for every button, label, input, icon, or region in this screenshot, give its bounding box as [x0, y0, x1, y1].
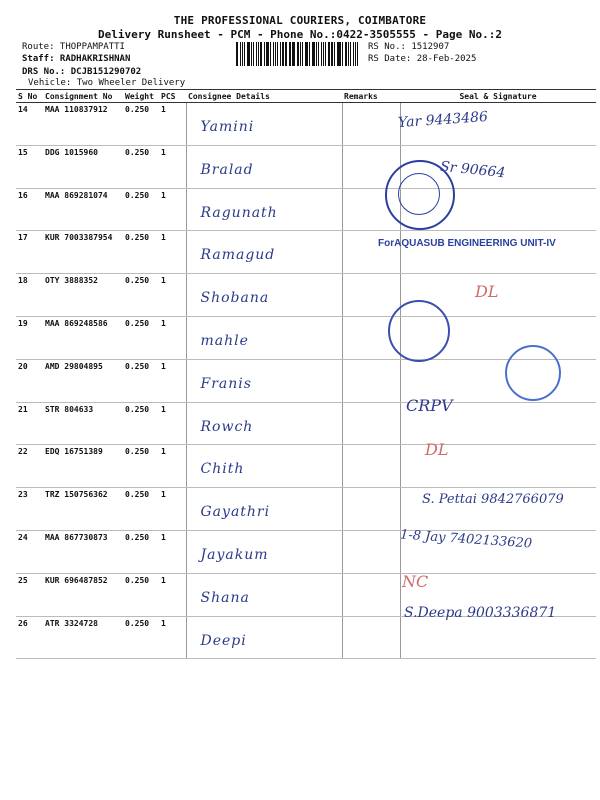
barcode-bar	[357, 42, 358, 66]
cell-consignee	[186, 145, 342, 188]
cell-consignment-no: EDQ 16751389	[43, 445, 123, 488]
cell-sno: 15	[16, 145, 43, 188]
cell-sno: 23	[16, 488, 43, 531]
consignee-handwritten-name: Chith	[200, 461, 245, 478]
barcode-bar	[242, 42, 243, 66]
barcode-bar	[345, 42, 347, 66]
cell-consignee	[186, 274, 342, 317]
consignee-handwritten-name: Shobana	[200, 290, 270, 307]
barcode-bar	[280, 42, 281, 66]
cell-pcs: 1	[159, 402, 186, 445]
cell-seal-signature	[400, 616, 596, 659]
col-header-remarks: Remarks	[342, 90, 400, 103]
cell-consignment-no: ATR 3324728	[43, 616, 123, 659]
barcode-bar	[337, 42, 338, 66]
cell-weight: 0.250	[123, 616, 159, 659]
barcode-bar	[300, 42, 301, 66]
barcode-bar	[270, 42, 271, 66]
cell-sno: 19	[16, 316, 43, 359]
cell-sno: 24	[16, 530, 43, 573]
barcode-bar	[353, 42, 355, 66]
barcode-bar	[290, 42, 291, 66]
cell-pcs: 1	[159, 359, 186, 402]
signature-14: Yar 9443486	[397, 108, 489, 132]
barcode-bar	[297, 42, 299, 66]
consignee-handwritten-name: Gayathri	[200, 504, 271, 521]
signature-17-stamp: ForAQUASUB ENGINEERING UNIT-IV	[378, 238, 556, 249]
round-seal-19	[388, 300, 450, 362]
cell-weight: 0.250	[123, 445, 159, 488]
cell-consignee	[186, 188, 342, 231]
cell-consignee	[186, 402, 342, 445]
cell-sno: 22	[16, 445, 43, 488]
cell-consignee	[186, 573, 342, 616]
cell-consignment-no: KUR 7003387954	[43, 231, 123, 274]
cell-consignment-no: MAA 867730873	[43, 530, 123, 573]
cell-weight: 0.250	[123, 402, 159, 445]
cell-consignment-no: STR 804633	[43, 402, 123, 445]
cell-weight: 0.250	[123, 530, 159, 573]
cell-remarks	[342, 103, 400, 146]
consignee-handwritten-name: Rowch	[200, 418, 254, 435]
barcode-bar	[331, 42, 333, 66]
cell-pcs: 1	[159, 231, 186, 274]
barcode-bar	[292, 42, 295, 66]
barcode-bar	[355, 42, 356, 66]
barcode-bar	[244, 42, 246, 66]
cell-consignee	[186, 488, 342, 531]
col-header-sno: S No	[16, 90, 43, 103]
table-row	[16, 616, 596, 659]
table-row	[16, 316, 596, 359]
cell-consignee	[186, 616, 342, 659]
cell-remarks	[342, 616, 400, 659]
cell-pcs: 1	[159, 316, 186, 359]
cell-consignment-no: MAA 869281074	[43, 188, 123, 231]
route-label: Route: THOPPAMPATTI	[22, 42, 125, 52]
cell-pcs: 1	[159, 488, 186, 531]
barcode-bar	[275, 42, 277, 66]
cell-sno: 26	[16, 616, 43, 659]
cell-weight: 0.250	[123, 231, 159, 274]
cell-pcs: 1	[159, 103, 186, 146]
col-header-pcs: PCS	[159, 90, 186, 103]
remark-25-nc: NC	[402, 572, 429, 591]
drs-label: DRS No.: DCJB151290702	[22, 67, 142, 77]
col-header-consignee: Consignee Details	[186, 90, 342, 103]
cell-remarks	[342, 530, 400, 573]
cell-consignment-no: OTY 3888352	[43, 274, 123, 317]
cell-sno: 14	[16, 103, 43, 146]
barcode-bar	[285, 42, 287, 66]
cell-weight: 0.250	[123, 145, 159, 188]
barcode-bar	[253, 42, 254, 66]
consignee-handwritten-name: mahle	[200, 332, 249, 349]
barcode-bar	[256, 42, 257, 66]
cell-consignment-no: KUR 696487852	[43, 573, 123, 616]
barcode-bar	[338, 42, 341, 66]
barcode-bar	[350, 42, 351, 66]
signature-21: CRPV	[406, 396, 453, 415]
barcode-graphic	[236, 42, 360, 66]
cell-weight: 0.250	[123, 316, 159, 359]
barcode-bar	[312, 42, 315, 66]
table-row	[16, 103, 596, 146]
barcode-bar	[306, 42, 308, 66]
cell-consignee	[186, 530, 342, 573]
cell-remarks	[342, 488, 400, 531]
cell-consignee	[186, 231, 342, 274]
runsheet-subtitle: Delivery Runsheet - PCM - Phone No.:0422-3505555 - Page No.:2	[98, 28, 502, 41]
cell-weight: 0.250	[123, 573, 159, 616]
barcode-bar	[323, 42, 324, 66]
cell-consignment-no: TRZ 150756362	[43, 488, 123, 531]
cell-sno: 20	[16, 359, 43, 402]
cell-sno: 16	[16, 188, 43, 231]
rs-date: RS Date: 28-Feb-2025	[368, 54, 477, 64]
staff-label: Staff: RADHAKRISHNAN	[22, 54, 131, 64]
consignee-handwritten-name: Deepi	[200, 632, 247, 649]
cell-pcs: 1	[159, 188, 186, 231]
barcode-bar	[348, 42, 349, 66]
cell-weight: 0.250	[123, 103, 159, 146]
barcode-bar	[260, 42, 262, 66]
company-seal-inner	[398, 173, 440, 215]
cell-consignment-no: MAA 110837912	[43, 103, 123, 146]
barcode-bar	[305, 42, 306, 66]
cell-pcs: 1	[159, 530, 186, 573]
cell-weight: 0.250	[123, 188, 159, 231]
barcode-bar	[266, 42, 269, 66]
cell-consignment-no: MAA 869248586	[43, 316, 123, 359]
cell-weight: 0.250	[123, 274, 159, 317]
barcode-bar	[240, 42, 241, 66]
barcode-bar	[258, 42, 260, 66]
barcode-bar	[318, 42, 319, 66]
cell-pcs: 1	[159, 274, 186, 317]
consignee-handwritten-name: Ragunath	[200, 204, 278, 221]
cell-remarks	[342, 573, 400, 616]
barcode-bar	[282, 42, 284, 66]
col-header-consignment: Consignment No	[43, 90, 123, 103]
cell-remarks	[342, 445, 400, 488]
cell-remarks	[342, 274, 400, 317]
col-header-signature: Seal & Signature	[400, 90, 596, 103]
barcode-bar	[302, 42, 303, 66]
consignee-handwritten-name: Franis	[200, 375, 252, 392]
table-row	[16, 274, 596, 317]
signature-26: S.Deepa 9003336871	[404, 605, 557, 621]
barcode-bar	[321, 42, 323, 66]
cell-consignee	[186, 445, 342, 488]
barcode-bar	[251, 42, 252, 66]
consignee-handwritten-name: Shana	[200, 589, 250, 606]
barcode-bar	[325, 42, 326, 66]
consignee-handwritten-name: Ramagud	[200, 247, 276, 264]
remark-22-dl: DL	[425, 440, 449, 459]
cell-consignee	[186, 359, 342, 402]
rs-number: RS No.: 1512907	[368, 42, 450, 52]
cell-weight: 0.250	[123, 488, 159, 531]
barcode-bar	[316, 42, 317, 66]
signature-15: Sr 90664	[439, 158, 506, 182]
cell-remarks	[342, 359, 400, 402]
cell-pcs: 1	[159, 616, 186, 659]
signature-23: S. Pettai 9842766079	[422, 492, 564, 507]
cell-consignment-no: DDG 1015960	[43, 145, 123, 188]
cell-sno: 18	[16, 274, 43, 317]
barcode-bar	[273, 42, 274, 66]
cell-weight: 0.250	[123, 359, 159, 402]
company-title: THE PROFESSIONAL COURIERS, COIMBATORE	[173, 14, 427, 27]
round-seal-20	[505, 345, 561, 401]
cell-sno: 17	[16, 231, 43, 274]
barcode-bar	[247, 42, 250, 66]
cell-pcs: 1	[159, 145, 186, 188]
remark-19-dl: DL	[475, 282, 499, 301]
col-header-weight: Weight	[123, 90, 159, 103]
barcode-bar	[264, 42, 265, 66]
cell-consignee	[186, 103, 342, 146]
signature-24: 1-8 Jay 7402133620	[399, 527, 533, 552]
cell-consignment-no: AMD 29804895	[43, 359, 123, 402]
consignee-handwritten-name: Yamini	[200, 119, 255, 135]
table-row	[16, 188, 596, 231]
barcode-bar	[334, 42, 335, 66]
barcode-bar	[309, 42, 310, 66]
cell-pcs: 1	[159, 573, 186, 616]
barcode-bar	[289, 42, 290, 66]
cell-pcs: 1	[159, 445, 186, 488]
table-header-row	[16, 90, 596, 103]
cell-sno: 25	[16, 573, 43, 616]
table-row	[16, 445, 596, 488]
vehicle-label: Vehicle: Two Wheeler Delivery	[28, 78, 186, 88]
table-row	[16, 402, 596, 445]
consignee-handwritten-name: Jayakum	[200, 546, 269, 563]
barcode-bar	[236, 42, 238, 66]
cell-remarks	[342, 402, 400, 445]
barcode-bar	[328, 42, 330, 66]
barcode-bar	[342, 42, 343, 66]
cell-sno: 21	[16, 402, 43, 445]
consignee-handwritten-name: Bralad	[200, 161, 254, 178]
cell-consignee	[186, 316, 342, 359]
table-row	[16, 145, 596, 188]
barcode-bar	[277, 42, 278, 66]
